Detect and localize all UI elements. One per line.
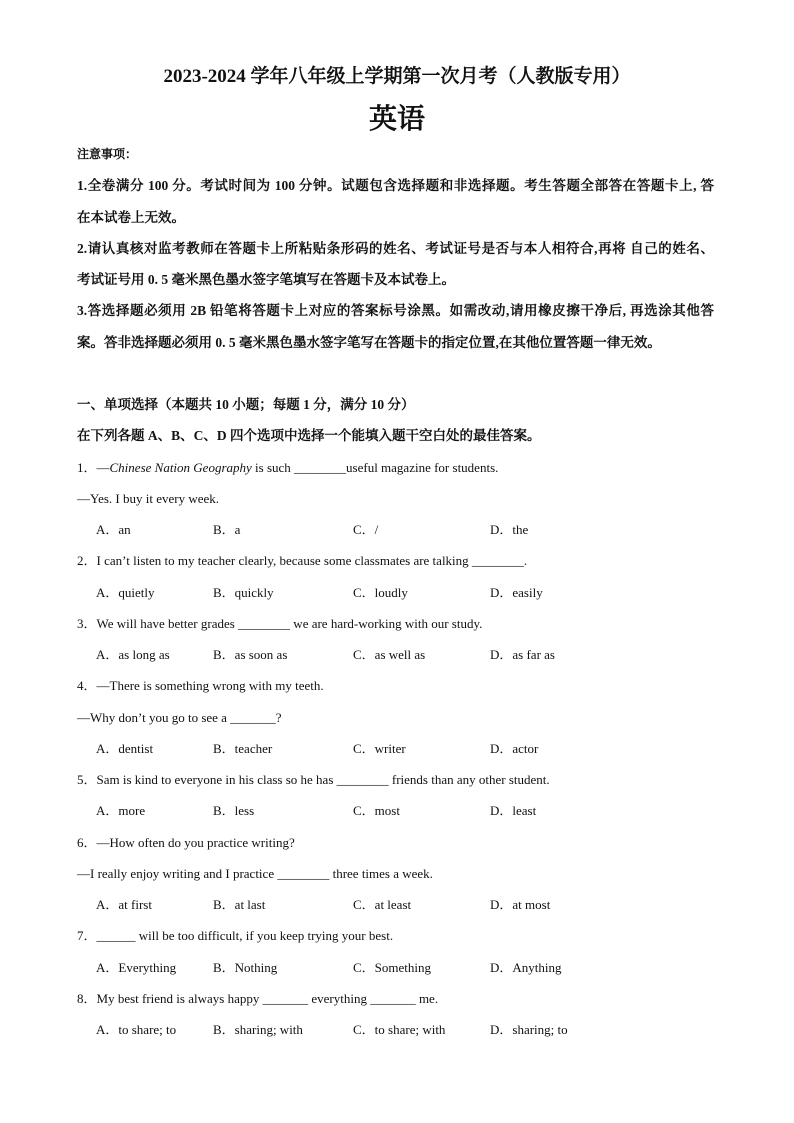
question-5	[77, 764, 714, 827]
question-options	[77, 795, 714, 826]
option-a: A．to share; to	[96, 1022, 177, 1037]
question-stem	[77, 983, 714, 1014]
question-options	[77, 733, 714, 764]
section-instruction: 在下列各题 A、B、C、D 四个选项中选择一个能填入题干空白处的最佳答案。	[77, 428, 541, 444]
option-d: D．easily	[490, 584, 543, 600]
question-number: 2．	[77, 553, 97, 569]
option-b: B．sharing; with	[213, 1022, 303, 1037]
question-number: 7．	[77, 928, 97, 944]
question-text: I can’t listen to my teacher clearly, because some classmates are talking ________.	[96, 553, 528, 569]
notice-item-2-line-1: 2.请认真核对监考教师在答题卡上所粘贴条形码的姓名、考试证号是否与本人相符合,再将 自己的姓名、	[77, 240, 714, 256]
question-stem	[77, 545, 714, 576]
question-number: 3．	[77, 615, 97, 631]
question-options	[77, 889, 714, 920]
question-reply: —Why don’t you go to see a _______?	[77, 709, 282, 725]
option-a: A．an	[96, 522, 131, 537]
option-a: A．more	[96, 803, 146, 819]
question-text: My best friend is always happy _______ everything _______ me.	[96, 990, 439, 1006]
question-number: 1．	[77, 459, 97, 475]
question-text: —There is something wrong with my teeth.	[96, 678, 324, 694]
question-options	[77, 952, 714, 983]
question-text: Sam is kind to everyone in his class so he has ________ friends than any other student.	[96, 772, 550, 787]
question-stem	[77, 670, 714, 701]
question-7	[77, 920, 714, 983]
notice-item-2-line-2: 考试证号用 0. 5 毫米黑色墨水签字笔填写在答题卡及本试卷上。	[77, 272, 455, 287]
question-reply: —I really enjoy writing and I practice ________ three times a week.	[77, 865, 433, 881]
option-b: B．Nothing	[213, 959, 278, 975]
question-stem	[77, 608, 714, 639]
option-c: C．Something	[353, 959, 432, 975]
option-d: D．sharing; to	[490, 1022, 568, 1037]
question-text: —How often do you practice writing?	[96, 834, 295, 850]
option-b: B．quickly	[213, 584, 274, 600]
question-options	[77, 639, 714, 670]
option-a: A．quietly	[96, 584, 155, 600]
question-stem	[77, 827, 714, 858]
option-b: B．a	[213, 522, 241, 537]
option-d: D．Anything	[490, 959, 562, 975]
option-b: B．at last	[213, 897, 266, 912]
option-c: C．writer	[353, 740, 406, 756]
question-stem	[77, 764, 714, 795]
question-text: is such ________useful magazine for students.	[251, 459, 499, 475]
option-c: C．most	[353, 803, 400, 819]
notice-item-3-line-2: 案。答非选择题必须用 0. 5 毫米黑色墨水签字笔写在答题卡的指定位置,在其他位置答题一律无效。	[77, 334, 661, 350]
question-number: 5．	[77, 772, 97, 787]
exam-body	[77, 139, 714, 1045]
section-heading: 一、单项选择（本题共 10 小题；每题 1 分，满分 10 分）	[77, 397, 415, 412]
question-stem	[77, 920, 714, 951]
option-b: B．as soon as	[213, 647, 288, 662]
option-d: D．at most	[490, 897, 551, 912]
option-a: A．Everything	[96, 959, 177, 975]
spacer	[77, 358, 714, 389]
question-1	[77, 452, 714, 546]
magazine-title: Chinese Nation Geography	[109, 459, 252, 475]
option-c: C．loudly	[353, 584, 408, 600]
question-number: 8．	[77, 990, 97, 1006]
question-6	[77, 827, 714, 921]
option-c: C．as well as	[353, 647, 426, 662]
question-2	[77, 545, 714, 608]
question-number: 4．	[77, 678, 97, 694]
question-text: We will have better grades ________ we are hard-working with our study.	[96, 615, 483, 631]
notice-heading: 注意事项：	[77, 147, 138, 161]
question-text: —	[96, 459, 110, 475]
question-3	[77, 608, 714, 671]
question-4	[77, 670, 714, 764]
option-d: D．actor	[490, 740, 539, 756]
option-a: A．as long as	[96, 647, 170, 662]
option-d: D．the	[490, 522, 529, 537]
option-c: C．to share; with	[353, 1022, 446, 1037]
notice-item-1-line-1: 1.全卷满分 100 分。考试时间为 100 分钟。试题包含选择题和非选择题。考生答题全部答在答题卡上, 答	[77, 178, 714, 194]
question-options	[77, 514, 714, 545]
question-8	[77, 983, 714, 1046]
question-number: 6．	[77, 834, 97, 850]
option-b: B．less	[213, 803, 255, 819]
exam-title: 2023-2024 学年八年级上学期第一次月考（人教版专用）	[163, 66, 631, 87]
subject-title: 英语	[368, 104, 425, 135]
question-text: ______ will be too difficult, if you keep trying your best.	[96, 928, 394, 944]
option-b: B．teacher	[213, 740, 273, 756]
question-options	[77, 1014, 714, 1045]
question-reply: —Yes. I buy it every week.	[77, 490, 220, 506]
notice-item-3-line-1: 3.答选择题必须用 2B 铅笔将答题卡上对应的答案标号涂黑。如需改动,请用橡皮擦干净后, 再选涂其他答	[77, 303, 714, 319]
option-a: A．dentist	[96, 740, 154, 756]
option-d: D．as far as	[490, 647, 555, 662]
notice-item-1-line-2: 在本试卷上无效。	[77, 209, 185, 225]
option-a: A．at first	[96, 897, 152, 912]
option-d: D．least	[490, 803, 537, 819]
option-c: C．/	[353, 522, 379, 537]
question-stem	[77, 452, 714, 483]
option-c: C．at least	[353, 897, 412, 912]
question-options	[77, 577, 714, 608]
